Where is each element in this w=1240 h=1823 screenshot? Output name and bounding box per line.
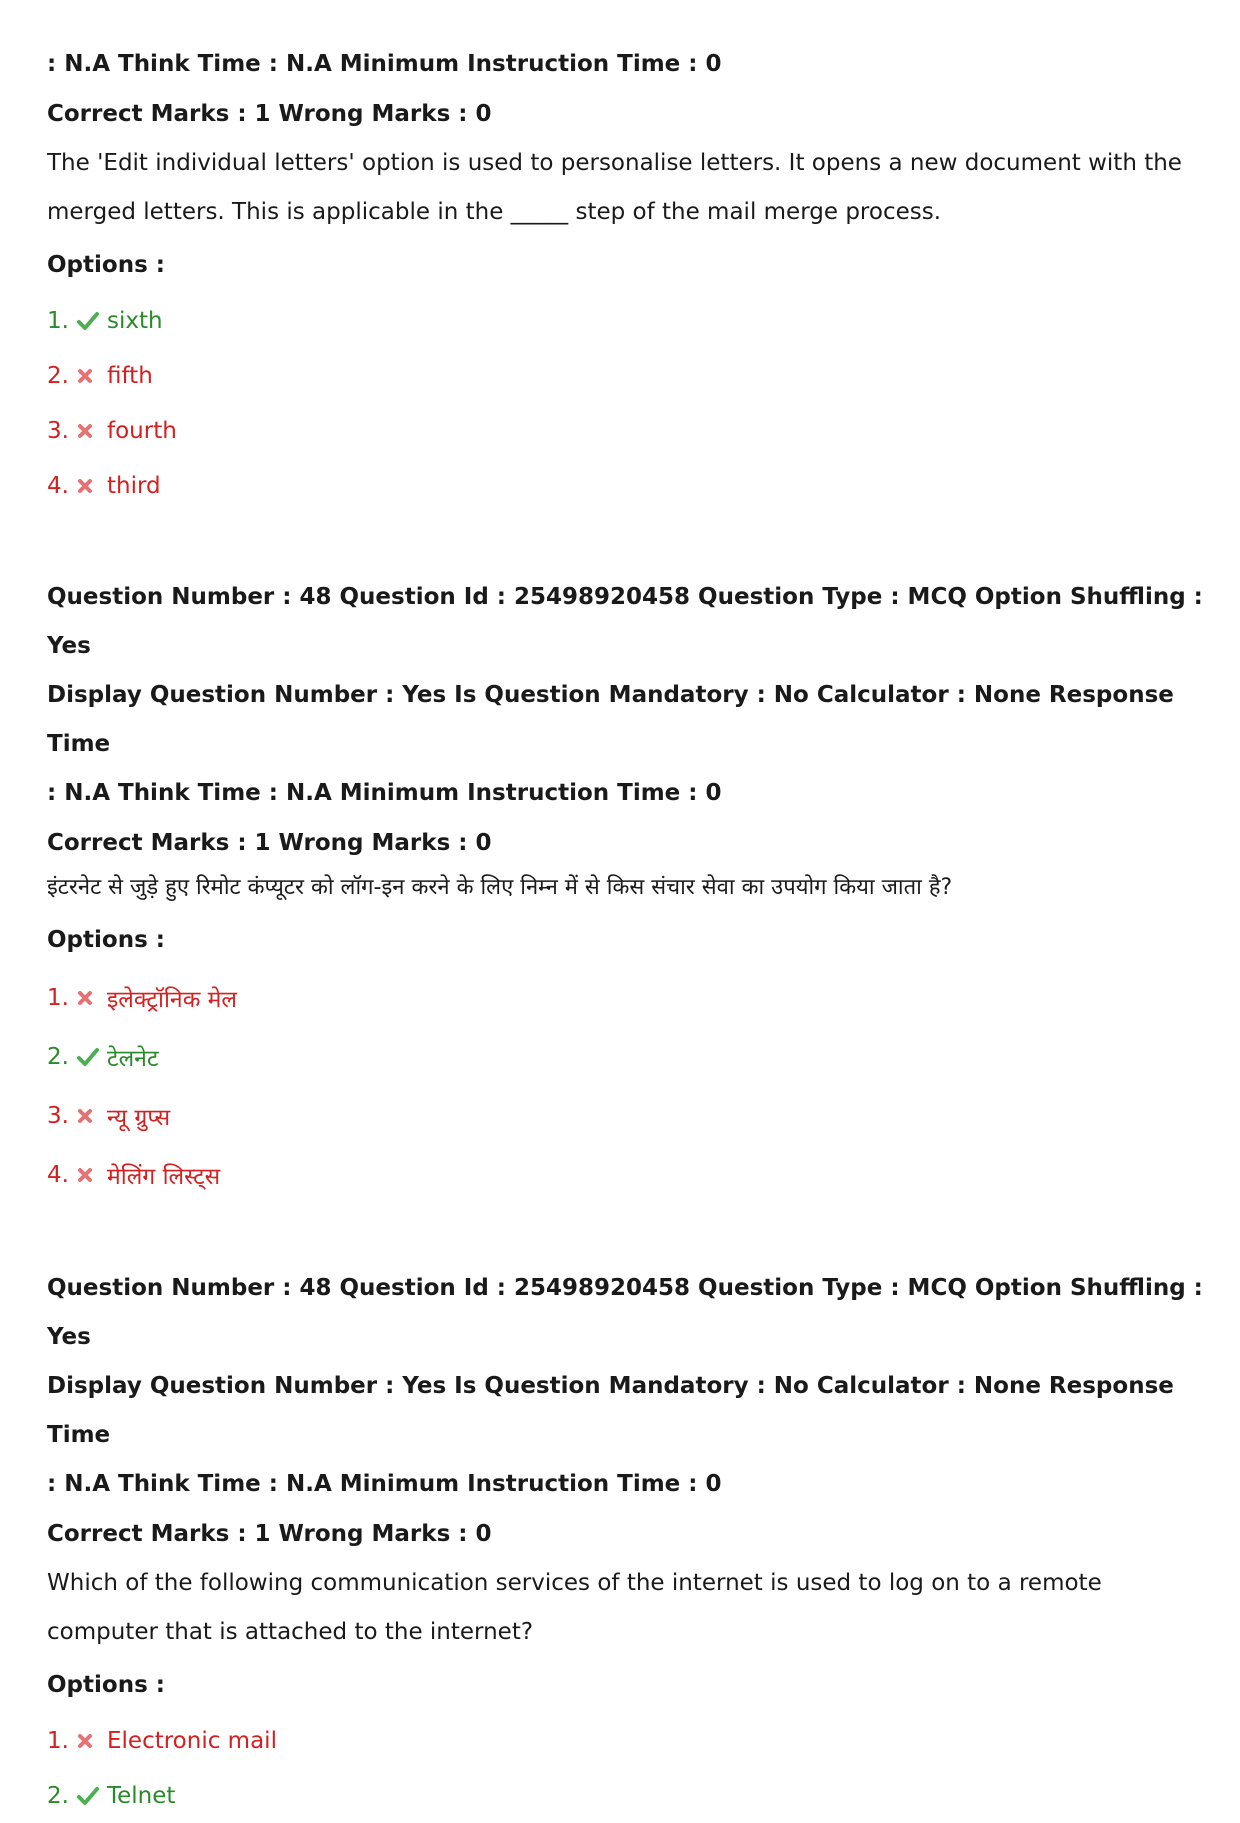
question-meta-line: Display Question Number : Yes Is Question Mandatory : No Calculator : None Response Time <box>47 682 1174 757</box>
option-number: 1. <box>47 307 69 334</box>
options-label: Options : <box>47 252 165 278</box>
cross-icon <box>77 1732 107 1750</box>
option-number: 2. <box>47 1782 69 1809</box>
option-text: fifth <box>107 362 153 389</box>
document-page <box>47 40 1207 1823</box>
question-meta-tail: : N.A Think Time : N.A Minimum Instruction Time : 0 <box>47 51 722 77</box>
option-item <box>47 1713 1207 1768</box>
cross-icon <box>77 989 107 1007</box>
question-meta-line: Question Number : 48 Question Id : 25498920458 Question Type : MCQ Option Shuffling : Yes <box>47 1275 1203 1350</box>
question-marks: Correct Marks : 1 Wrong Marks : 0 <box>47 1521 492 1547</box>
check-icon <box>77 1047 107 1067</box>
option-item <box>47 403 1207 458</box>
cross-icon <box>77 367 107 385</box>
question-meta <box>47 573 1207 818</box>
question-meta-line: Question Number : 48 Question Id : 25498920458 Question Type : MCQ Option Shuffling : Yes <box>47 584 1203 659</box>
option-number: 3. <box>47 1102 69 1129</box>
option-item <box>47 458 1207 513</box>
option-item <box>47 348 1207 403</box>
question-text <box>47 1559 1207 1657</box>
question-text-line: merged letters. This is applicable in the _____ step of the mail merge process. <box>47 199 942 225</box>
option-item <box>47 1027 1207 1086</box>
option-text: third <box>107 472 161 499</box>
option-text: sixth <box>107 307 163 334</box>
cross-icon <box>77 1166 107 1184</box>
question-text-line: Which of the following communication services of the internet is used to log on to a remote <box>47 1570 1102 1596</box>
option-text: Electronic mail <box>107 1727 277 1754</box>
check-icon <box>77 1786 107 1806</box>
question-marks: Correct Marks : 1 Wrong Marks : 0 <box>47 830 492 856</box>
option-item <box>47 1145 1207 1204</box>
question-meta <box>47 1264 1207 1509</box>
option-number: 2. <box>47 1043 69 1070</box>
question-block-3 <box>47 1264 1207 1823</box>
cross-icon <box>77 422 107 440</box>
question-block-1 <box>47 40 1207 513</box>
options-list <box>47 1713 1207 1823</box>
question-meta-line: Display Question Number : Yes Is Question Mandatory : No Calculator : None Response Time <box>47 1373 1174 1448</box>
question-meta-line: : N.A Think Time : N.A Minimum Instruction Time : 0 <box>47 780 722 806</box>
question-block-2 <box>47 573 1207 1204</box>
question-meta-line: : N.A Think Time : N.A Minimum Instruction Time : 0 <box>47 1471 722 1497</box>
option-text: टेलनेट <box>107 1045 159 1072</box>
option-text: मेलिंग लिस्ट्स <box>107 1163 221 1190</box>
options-label: Options : <box>47 927 165 953</box>
question-marks: Correct Marks : 1 Wrong Marks : 0 <box>47 101 492 127</box>
cross-icon <box>77 1107 107 1125</box>
option-item <box>47 293 1207 348</box>
option-number: 2. <box>47 362 69 389</box>
option-number: 4. <box>47 472 69 499</box>
options-list <box>47 968 1207 1204</box>
cross-icon <box>77 477 107 495</box>
option-text: fourth <box>107 417 177 444</box>
options-label: Options : <box>47 1672 165 1698</box>
question-text: इंटरनेट से जुड़े हुए रिमोट कंप्यूटर को लॉग-इन करने के लिए निम्न में से किस संचार सेवा का उपयोग किया जाता है? <box>47 875 953 900</box>
options-list <box>47 293 1207 513</box>
option-number: 4. <box>47 1161 69 1188</box>
option-item <box>47 1086 1207 1145</box>
question-text-line: computer that is attached to the internet? <box>47 1619 534 1645</box>
question-text <box>47 139 1207 237</box>
option-text: न्यू ग्रुप्स <box>107 1104 171 1131</box>
option-number: 1. <box>47 1727 69 1754</box>
option-number: 3. <box>47 417 69 444</box>
option-text: Telnet <box>107 1782 176 1809</box>
check-icon <box>77 311 107 331</box>
option-item <box>47 968 1207 1027</box>
question-text-line: The 'Edit individual letters' option is used to personalise letters. It opens a new document with the <box>47 150 1182 176</box>
option-text: इलेक्ट्रॉनिक मेल <box>107 986 238 1013</box>
option-item <box>47 1768 1207 1823</box>
option-number: 1. <box>47 984 69 1011</box>
